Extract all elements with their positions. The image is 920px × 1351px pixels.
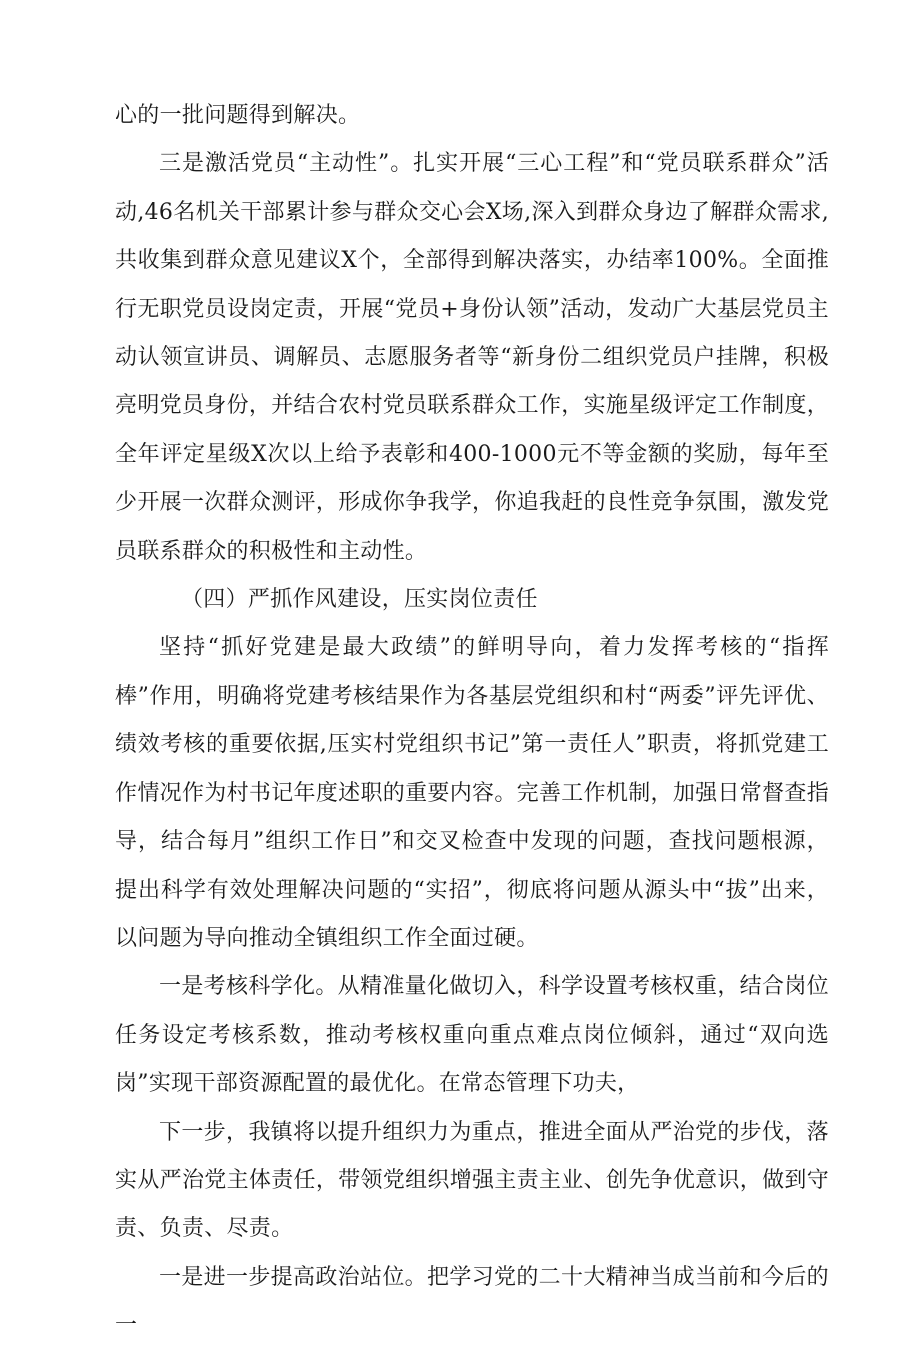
paragraph-next-steps: 下一步，我镇将以提升组织力为重点，推进全面从严治党的步伐，落实从严治党主体责任，带领党组织增强主责主业、创先争优意识，做到守责、负责、尽责。	[115, 1119, 829, 1242]
section-heading: （四）严抓作风建设，压实岗位责任	[181, 587, 538, 613]
paragraph-scientific-assessment: 一是考核科学化。从精准量化做切入，科学设置考核权重，结合岗位任务设定考核系数，推动考核权重向重点难点岗位倾斜，通过“双向选岗”实现干部资源配置的最优化。在常态管理下功夫，	[115, 974, 829, 1097]
paragraph-assessment-orientation: 坚持“抓好党建是最大政绩”的鲜明导向，着力发挥考核的“指挥棒”作用，明确将党建考核结果作为各基层党组织和村“两委”评先评优、绩效考核的重要依据,压实村党组织书记”第一责任人”职责，将抓党建工作情况作为村书记年度述职的重要内容。完善工作机制，加强日常督查指导，结合每月”组织工作日”和交叉检查中发现的问题，查找问题根源，提出科学有效处理解决问题的“实招”，彻底将问题从源头中“拔”出来，以问题为导向推动全镇组织工作全面过硬。	[115, 635, 829, 951]
paragraph-party-member-initiative: 三是激活党员“主动性”。扎实开展“三心工程”和“党员联系群众”活动,46名机关干部累计参与群众交心会X场,深入到群众身边了解群众需求,共收集到群众意见建议X个，全部得到解决落实，办结率100%。全面推行无职党员设岗定责，开展“党员+身份认领”活动，发动广大基层党员主动认领宣讲员、调解员、志愿服务者等“新身份二组织党员户挂牌，积极亮明党员身份，并结合农村党员联系群众工作，实施星级评定工作制度，全年评定星级X次以上给予表彰和400-1000元不等金额的奖励，每年至少开展一次群众测评，形成你争我学，你追我赶的良性竞争氛围，激发党员联系群众的积极性和主动性。	[115, 151, 829, 564]
paragraph-continuation: 心的一批问题得到解决。	[115, 103, 361, 128]
paragraph-political-stance: 一是进一步提高政治站位。把学习党的二十大精神当成当前和今后的一	[115, 1264, 829, 1339]
document-body	[115, 92, 829, 1351]
